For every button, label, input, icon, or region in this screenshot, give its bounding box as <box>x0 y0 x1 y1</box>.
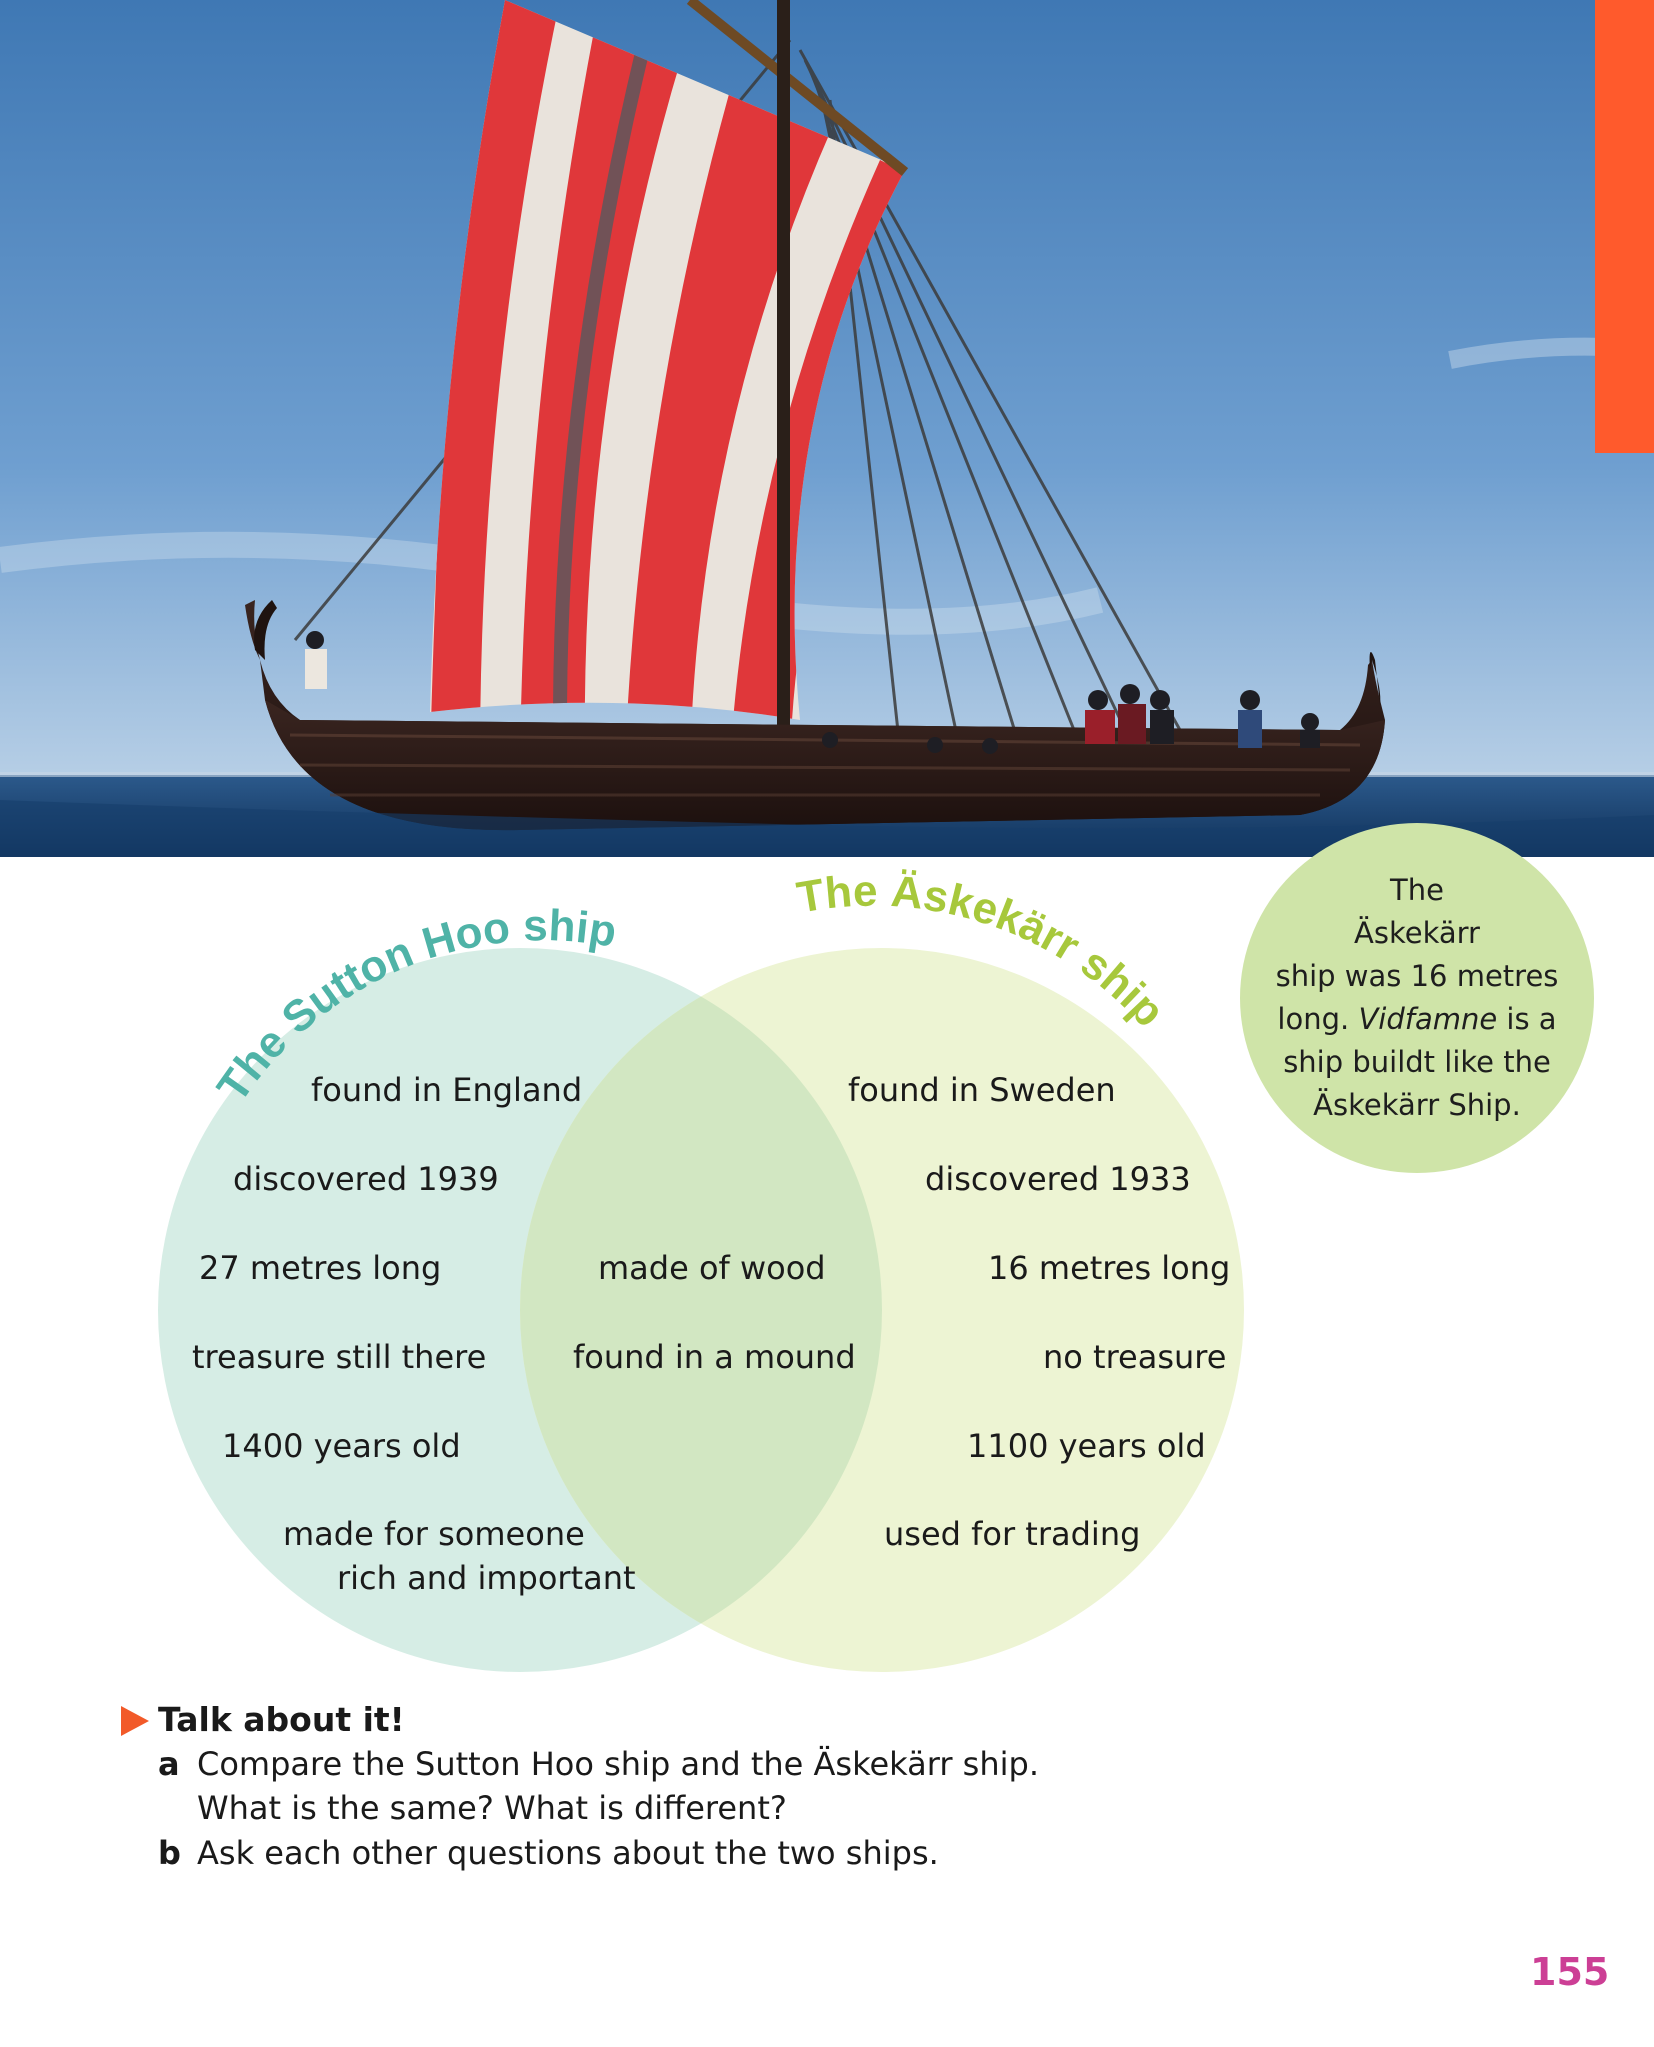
talk-heading: Talk about it! <box>158 1700 405 1739</box>
info-line: Äskekärr <box>1354 916 1480 950</box>
shared-fact-material: made of wood <box>598 1249 826 1287</box>
task-letter-b: b <box>158 1834 181 1872</box>
askekarr-fact-purpose: used for trading <box>884 1515 1141 1553</box>
sutton-fact-discovered: discovered 1939 <box>233 1160 499 1198</box>
sutton-fact-purpose-line1: made for someone <box>283 1515 585 1553</box>
info-bubble <box>1240 823 1594 1173</box>
shared-fact-found: found in a mound <box>573 1338 856 1376</box>
info-line <box>1277 998 1556 1041</box>
info-line: The <box>1390 873 1444 907</box>
task-b-line1: Ask each other questions about the two ships. <box>197 1834 939 1872</box>
askekarr-fact-length: 16 metres long <box>988 1249 1231 1287</box>
askekarr-fact-treasure: no treasure <box>1043 1338 1227 1376</box>
sutton-fact-location: found in England <box>311 1071 583 1109</box>
sutton-hoo-title: The Sutton Hoo ship <box>207 901 620 1111</box>
askekarr-fact-location: found in Sweden <box>848 1071 1116 1109</box>
askekarr-fact-discovered: discovered 1933 <box>925 1160 1191 1198</box>
sutton-fact-length: 27 metres long <box>199 1249 442 1287</box>
info-text: is a <box>1497 1002 1557 1036</box>
askekarr-fact-age: 1100 years old <box>967 1427 1206 1465</box>
chapter-tab <box>1595 0 1654 453</box>
info-line: ship was 16 metres <box>1275 959 1559 993</box>
sutton-fact-age: 1400 years old <box>222 1427 461 1465</box>
askekarr-title: The Äskekärr ship <box>793 866 1174 1037</box>
page-number: 155 <box>1530 1950 1610 1994</box>
arrow-right-icon <box>121 1706 149 1736</box>
task-a-line2: What is the same? What is different? <box>197 1789 787 1827</box>
sutton-fact-purpose-line2: rich and important <box>337 1559 636 1597</box>
info-line: ship buildt like the <box>1283 1045 1551 1079</box>
info-text: long. <box>1277 1002 1359 1036</box>
ship-name-vidfamne: Vidfamne <box>1358 1002 1498 1036</box>
task-letter-a: a <box>158 1745 180 1783</box>
sutton-fact-treasure: treasure still there <box>192 1338 487 1376</box>
task-a-line1: Compare the Sutton Hoo ship and the Äskekärr ship. <box>197 1745 1039 1783</box>
info-line: Äskekärr Ship. <box>1313 1088 1521 1122</box>
viking-ship-photo <box>0 0 1654 857</box>
